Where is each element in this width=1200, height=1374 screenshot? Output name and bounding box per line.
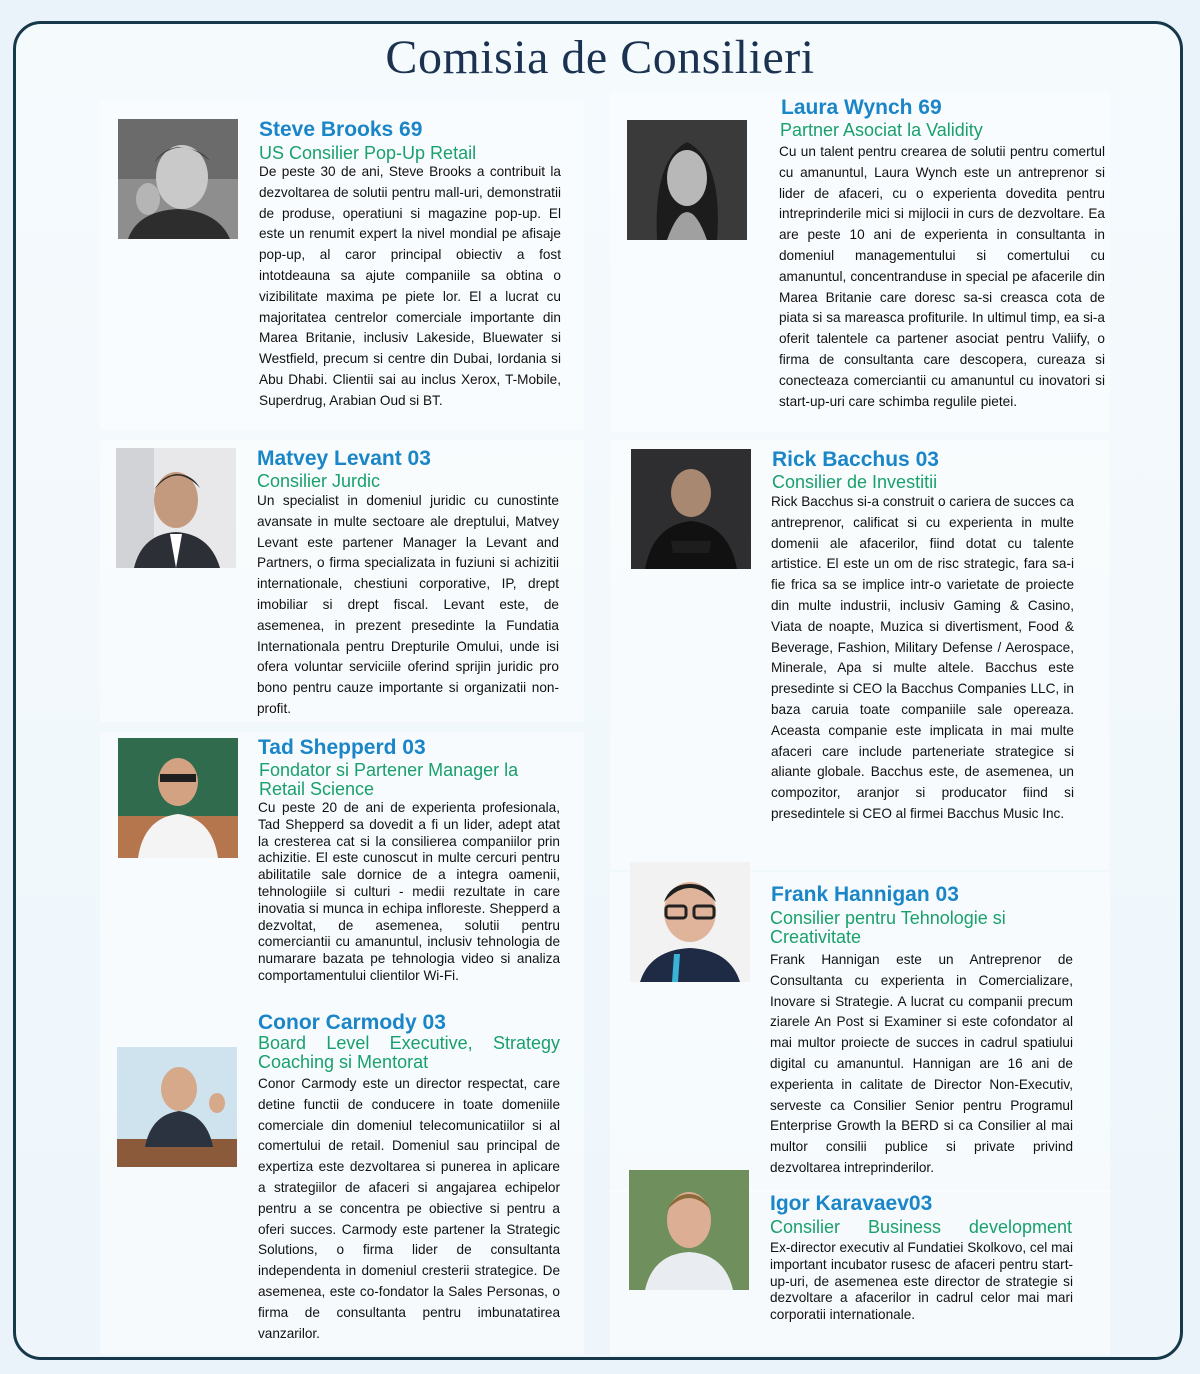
member-role: Fondator si Partener Manager la Retail Science xyxy=(259,760,519,799)
portrait-photo-tad-shepperd xyxy=(118,738,238,858)
member-bio: Ex-director executiv al Fundatiei Skolkovo, cel mai important incubator rusesc de afaceri pentru start-up-uri, de asemenea este director de strategie si dezvoltare a afacerilor in cadrul celor mai mari corporatii internationale. xyxy=(770,1240,1073,1323)
portrait-photo-conor-carmody xyxy=(117,1047,237,1167)
member-name: Tad Shepperd 03 xyxy=(258,736,426,759)
member-bio: De peste 30 de ani, Steve Brooks a contribuit la dezvoltarea de solutii pentru mall-uri, demonstratii de produse, operatiuni si magazine pop-up. El este un renumit expert la nivel mondial pe afisaje pop-up, al caror principal obiectiv a fost intotdeauna sa ajute companiile sa obtina o vizibilitate maxima pe piete lor. El a lucrat cu majoritatea centrelor comerciale importante din Marea Britanie, inclusiv Lakeside, Bluewater si Westfield, precum si centre din Dubai, Iordania si Abu Dhabi. Clientii sai au inclus Xerox, T-Mobile, Superdrug, Arabian Oud si BT. xyxy=(259,164,561,408)
person-portrait-icon xyxy=(631,449,751,569)
portrait-photo-steve-brooks xyxy=(118,119,238,239)
member-name: Frank Hannigan 03 xyxy=(771,883,959,906)
member-role: Consilier pentru Tehnologie si Creativitate xyxy=(770,908,1006,947)
member-name: Rick Bacchus 03 xyxy=(772,448,939,471)
portrait-photo-frank-hannigan xyxy=(630,862,750,982)
portrait-photo-igor-karavaev xyxy=(629,1170,749,1290)
member-role: US Consilier Pop-Up Retail xyxy=(259,143,477,163)
person-portrait-icon xyxy=(116,448,236,568)
portrait-photo-matvey-levant xyxy=(116,448,236,568)
person-portrait-icon xyxy=(630,862,750,982)
member-bio: Un specialist in domeniul juridic cu cunostinte avansate in multe sectoare ale dreptului, Matvey Levant este partener Manager la Levant and Partners, o firma specializata in fuziuni si achizitii internationale, chestiuni corporative, IP, drept imobiliar si drept fiscal. Levant este, de asemenea, in prezent presedinte la Fundatia Internationala pentru Drepturile Omului, unde isi ofera voluntar serviciile oferind sprijin juridic pro bono pentru cauze importante si organizatii non-profit. xyxy=(257,493,559,716)
member-role: Consilier de Investitii xyxy=(772,472,938,492)
member-name: Steve Brooks 69 xyxy=(259,118,423,141)
member-bio: Frank Hannigan este un Antreprenor de Consultanta cu experienta in Comercializare, Inovare si Strategie. A lucrat cu companii precum ziarele An Post si Examiner si este cofondator al mai multor proiecte de succes in cadrul spatiului digital cu amanuntul. Hannigan are 16 ani de experienta in calitate de Director Non-Executiv, serveste ca Consilier Senior pentru Programul Enterprise Growth la BERD si ca Consilier al mai multor consilii publice si private privind dezvoltarea intreprinderilor. xyxy=(770,952,1073,1175)
member-name: Igor Karavaev03 xyxy=(770,1192,933,1215)
member-bio: Cu un talent pentru crearea de solutii pentru comertul cu amanuntul, Laura Wynch este un antreprenor si lider de afaceri, cu o experienta dovedita pentru intreprinderile mici si mijlocii in curs de dezvoltare. Ea are peste 10 ani de experienta in consultanta in domeniul managementului si comertului cu amanuntul, concentranduse in special pe afacerile din Marea Britanie care doresc sa-si creasca cota de piata si sa mareasca profiturile. In ultimul timp, ea si-a oferit talentele ca partener asociat pentru Valiify, o firma de consultanta care descopera, cureaza si conecteaza comerciantii cu amanuntul cu inovatori si start-up-uri care schimba regulile pietei. xyxy=(779,144,1105,409)
member-role: Partner Asociat la Validity xyxy=(780,120,983,140)
person-portrait-icon xyxy=(627,120,747,240)
member-name: Laura Wynch 69 xyxy=(781,96,942,119)
person-portrait-icon xyxy=(118,119,238,239)
member-role: Board Level Executive, Strategy Coaching si Mentorat xyxy=(258,1033,560,1072)
member-bio: Cu peste 20 de ani de experienta profesionala, Tad Shepperd sa dovedit a fi un lider, adept atat la cresterea cat si la consilierea companiilor prin achizitie. El este cunoscut in multe cercuri pentru abilitatile sale dornice de a integra oamenii, tehnologiile si culturi - medii rezultate in care inovatia si munca in echipa infloreste. Shepperd a dezvoltat, de asemenea, solutii pentru comerciantii cu amanuntul, inclusiv tehnologia de numarare bazata pe tehnologia video si analiza comportamentului clientilor Wi-Fi. xyxy=(258,800,560,983)
person-portrait-icon xyxy=(629,1170,749,1290)
member-name: Matvey Levant 03 xyxy=(257,447,431,470)
person-portrait-icon xyxy=(118,738,238,858)
portrait-photo-rick-bacchus xyxy=(631,449,751,569)
member-role: Consilier Business development xyxy=(770,1217,1072,1237)
member-bio: Rick Bacchus si-a construit o cariera de succes ca antreprenor, calificat si cu experienta in multe domenii ale afacerilor, fiind dotat cu talente artistice. El este un om de risc strategic, fara sa-i fie frica sa se implice intr-o varietate de proiecte din multe industrii, inclusiv Gaming & Casino, Viata de noapte, Muzica si divertisment, Food & Beverage, Fashion, Military Defense / Aerospace, Minerale, Apa si multe altele. Bacchus este presedinte si CEO la Bacchus Companies LLC, in baza caruia toate companiile sale opereaza. Aceasta companie este implicata in mai multe afaceri care include parteneriate strategice si aliante globale. Bacchus este, de asemenea, un compozitor, aranjor si producator fiind si presedintele si CEO al firmei Bacchus Music Inc. xyxy=(771,494,1074,821)
member-role: Consilier Jurdic xyxy=(257,471,381,491)
portrait-photo-laura-wynch xyxy=(627,120,747,240)
person-portrait-icon xyxy=(117,1047,237,1167)
member-bio: Conor Carmody este un director respectat, care detine functii de conducere in toate domeniile comerciale din domeniul telecomunicatiilor si al comertului de retail. Domeniul sau principal de expertiza este dezvoltarea si punerea in aplicare a strategiilor de afaceri si angajarea echipelor pentru a se concentra pe obiective si pentru a oferi succes. Carmody este partener la Strategic Solutions, o firma lider de consultanta independenta in domeniul cresterii strategice. De asemenea, este co-fondator la Sales Personas, o firma de consultanta pentru imbunatatirea vanzarilor. xyxy=(258,1076,560,1341)
member-name: Conor Carmody 03 xyxy=(258,1011,446,1034)
page-title: Comisia de Consilieri xyxy=(385,31,815,84)
